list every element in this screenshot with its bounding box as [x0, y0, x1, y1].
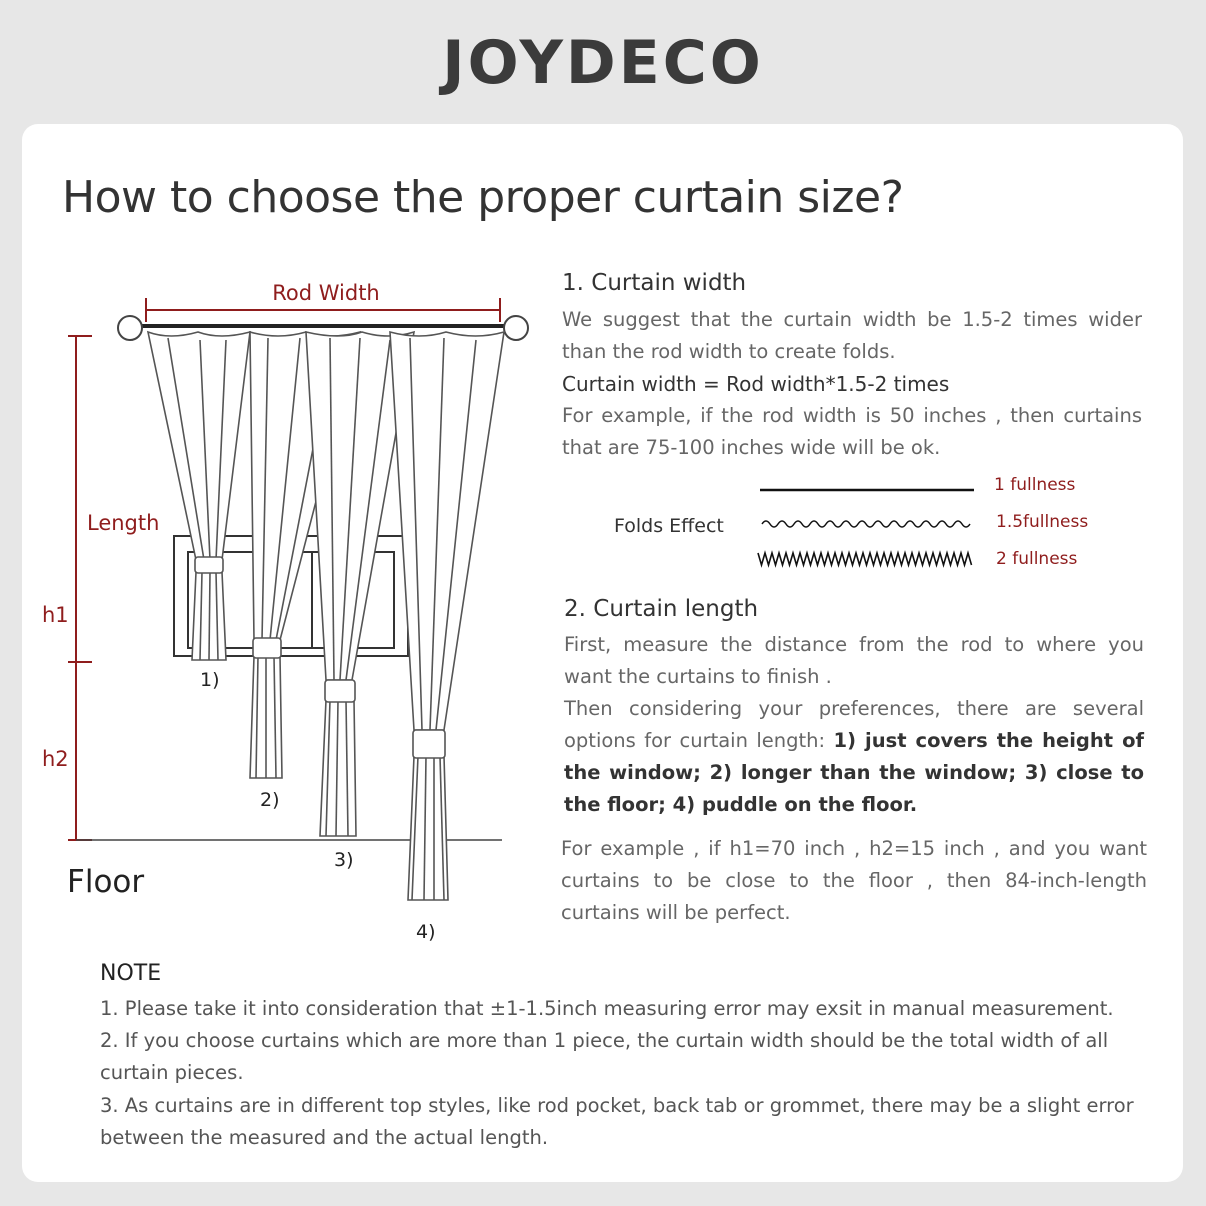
curtain-width-para2: For example, if the rod width is 50 inches , then curtains that are 75-100 inches wide will be ok. [562, 404, 1142, 459]
curtain-width-formula: Curtain width = Rod width*1.5-2 times [562, 372, 950, 396]
curtain-width-para1: We suggest that the curtain width be 1.5-2 times wider than the rod width to create folds. [562, 308, 1142, 363]
fold-line-1-5 [762, 521, 970, 527]
length-label: Length [87, 511, 160, 535]
note-item-1: 1. Please take it into consideration that ±1-1.5inch measuring error may exsit in manual measurement. [100, 997, 1114, 1020]
fold-label-1: 1 fullness [994, 475, 1076, 495]
h1-label: h1 [42, 603, 69, 627]
marker-2: 2) [260, 789, 280, 811]
note-item-3: 3. As curtains are in different top styles, like rod pocket, back tab or grommet, there may be a slight error between the measured and the actual length. [100, 1094, 1134, 1149]
marker-1: 1) [200, 669, 220, 691]
curtain-length-para1: First, measure the distance from the rod to where you want the curtains to finish . [564, 633, 1144, 688]
curtain-length-options: 1) just covers the height of the window; 2) longer than the window; 3) close to the floor; 4) puddle on the floor. [564, 729, 1144, 816]
curtain-panel-1 [148, 332, 250, 660]
marker-3: 3) [334, 849, 354, 871]
fold-label-1-5: 1.5fullness [996, 512, 1089, 532]
curtain-length-para2-lead: Then considering your preferences, there are several options for curtain length: [564, 697, 1144, 752]
curtain-panel-4 [390, 332, 504, 900]
page-title: How to choose the proper curtain size? [62, 172, 904, 223]
folds-effect-title: Folds Effect [614, 515, 724, 537]
floor-label: Floor [67, 864, 145, 900]
curtain-length-example: For example , if h1=70 inch , h2=15 inch , and you want curtains to be close to the floor , then 84-inch-length curtains will be perfect. [561, 837, 1147, 924]
note-heading: NOTE [100, 961, 162, 986]
height-dimension [68, 336, 92, 840]
note-item-2: 2. If you choose curtains which are more than 1 piece, the curtain width should be the total width of all curtain pieces. [100, 1029, 1109, 1084]
h2-label: h2 [42, 747, 69, 771]
curtain-length-para2 [564, 693, 1144, 821]
fold-label-2: 2 fullness [996, 549, 1078, 569]
marker-4: 4) [416, 921, 436, 943]
brand-logo: JOYDECO [442, 28, 764, 98]
rod-width-label: Rod Width [272, 281, 380, 305]
fold-line-2 [758, 553, 972, 565]
curtain-length-heading: 2. Curtain length [564, 596, 759, 622]
curtain-width-heading: 1. Curtain width [562, 270, 747, 296]
